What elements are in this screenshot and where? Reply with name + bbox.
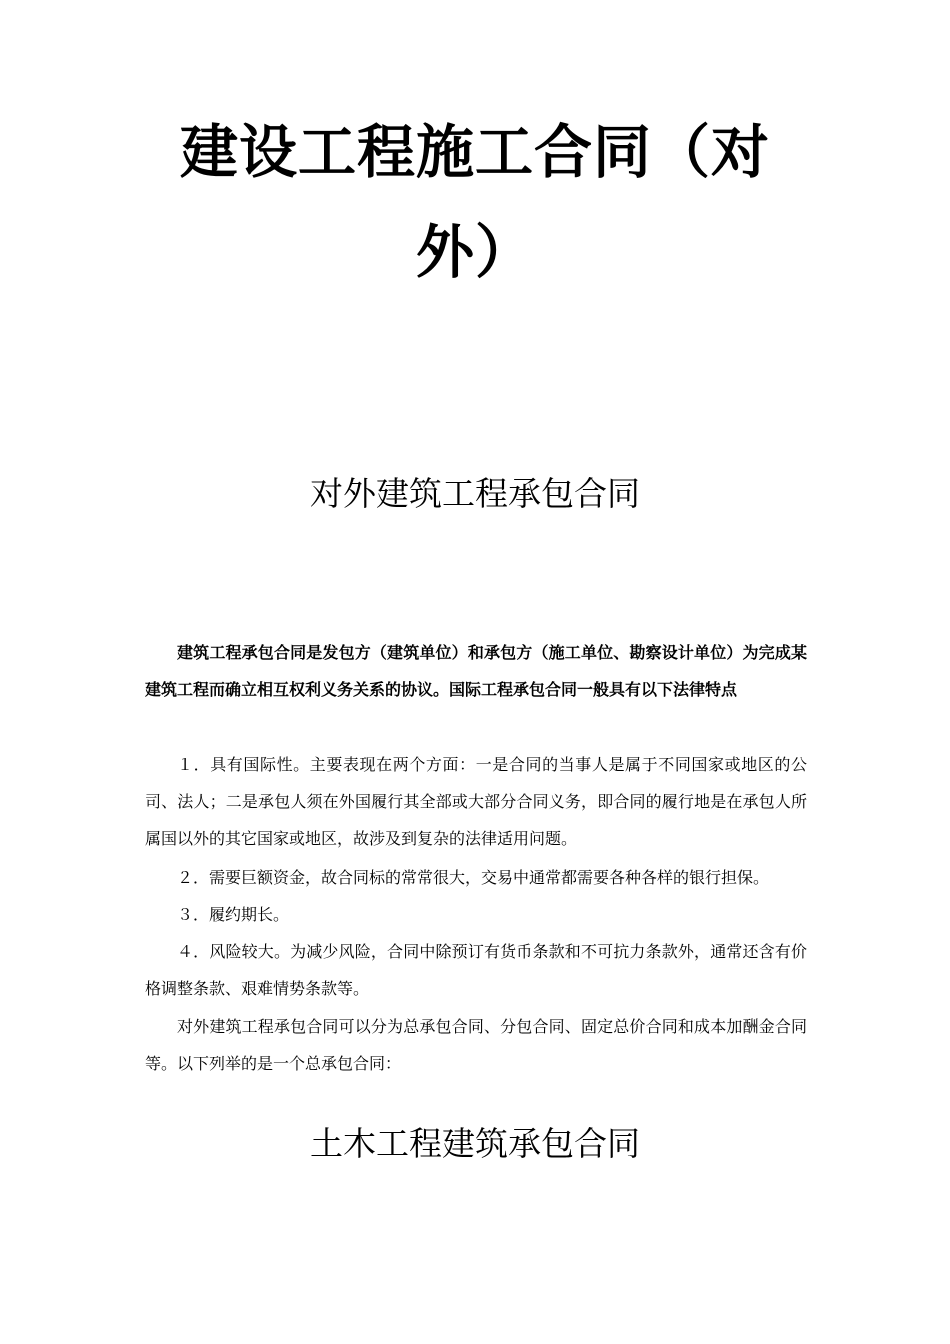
closing-paragraph: 对外建筑工程承包合同可以分为总承包合同、分包合同、固定总价合同和成本加酬金合同等。以下列举的是一个总承包合同： xyxy=(145,1017,807,1073)
section-title: 对外建筑工程承包合同 xyxy=(310,474,640,513)
document-title-line-1: 建设工程施工合同（对 xyxy=(179,118,770,186)
list-item-1: １．具有国际性。主要表现在两个方面：一是合同的当事人是属于不同国家或地区的公司、法人；二是承包人须在外国履行其全部或大部分合同义务，即合同的履行地是在承包人所属国以外的其它国家或地区，故涉及到复杂的法律适用问题。 xyxy=(145,755,807,848)
next-section-title: 土木工程建筑承包合同 xyxy=(310,1124,640,1163)
document-title xyxy=(140,102,810,302)
list-item-2: ２．需要巨额资金，故合同标的常常很大，交易中通常都需要各种各样的银行担保。 xyxy=(177,868,770,887)
list-item-4: ４．风险较大。为减少风险，合同中除预订有货币条款和不可抗力条款外，通常还含有价格调整条款、艰难情势条款等。 xyxy=(145,942,807,998)
intro-paragraph: 建筑工程承包合同是发包方（建筑单位）和承包方（施工单位、勘察设计单位）为完成某建筑工程而确立相互权利义务关系的协议。国际工程承包合同一般具有以下法律特点 xyxy=(145,643,807,699)
list-item-3: ３．履约期长。 xyxy=(177,905,290,924)
document-title-line-2: 外） xyxy=(415,218,534,286)
